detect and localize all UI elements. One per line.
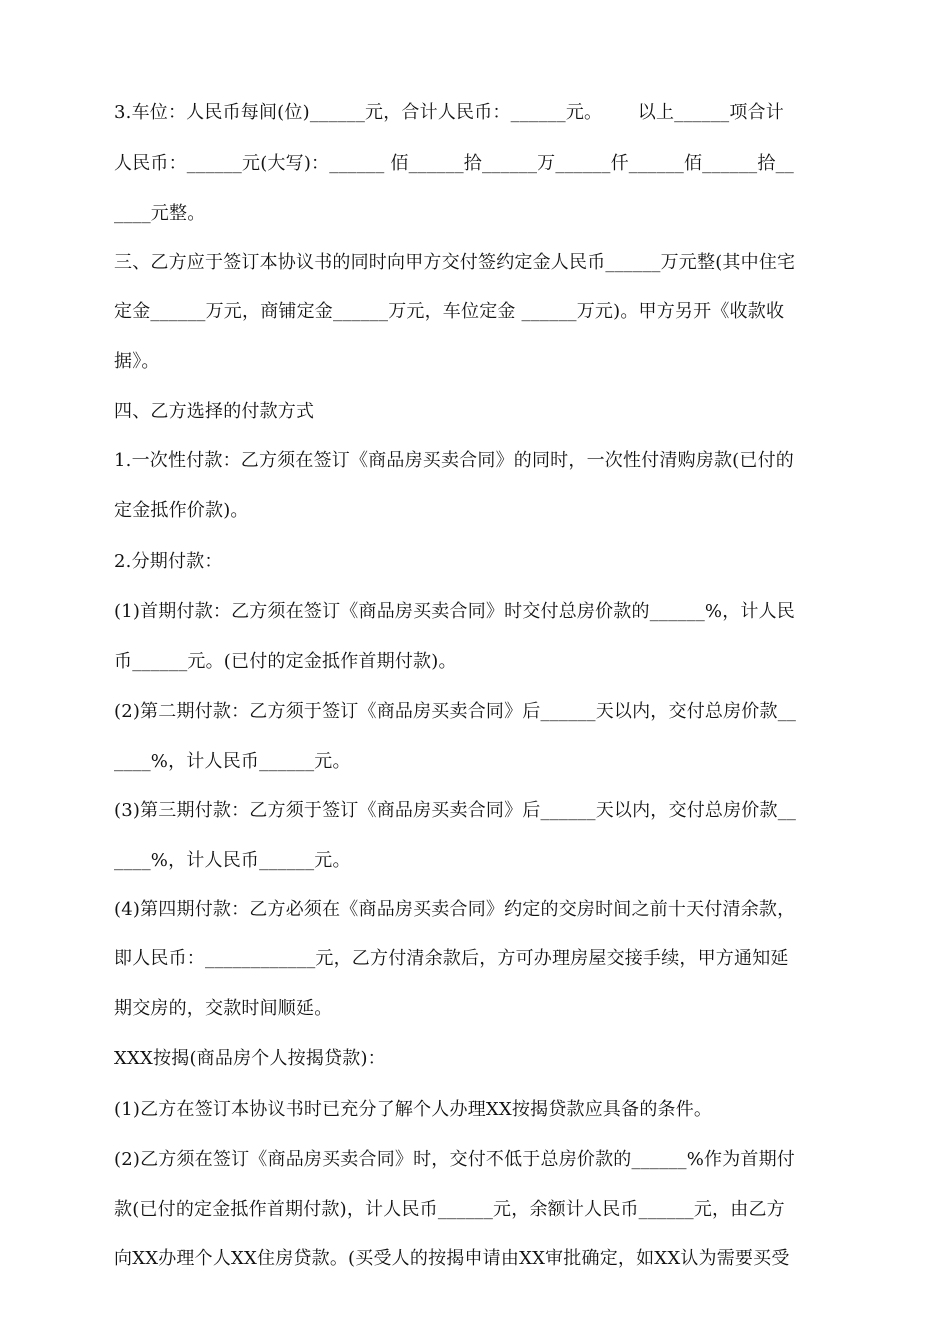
text-line: (1)乙方在签订本协议书时已充分了解个人办理XX按揭贷款应具备的条件。 [114, 1099, 713, 1120]
text-line: (1)首期付款：乙方须在签订《商品房买卖合同》时交付总房价款的______%，计人民 [114, 601, 795, 622]
text-line: (2)第二期付款：乙方须于签订《商品房买卖合同》后______天以内，交付总房价款__ [114, 701, 797, 722]
text-line: 三、乙方应于签订本协议书的同时向甲方交付签约定金人民币______万元整(其中住宅 [114, 252, 796, 273]
text-line: ____元整。 [114, 203, 206, 224]
text-line: 定金______万元，商铺定金______万元，车位定金 ______万元)。甲方另开《收款收 [114, 301, 785, 322]
text-line: 2.分期付款： [114, 551, 223, 572]
text-line: 期交房的，交款时间顺延。 [114, 998, 333, 1019]
text-line: 人民币：______元(大写)：______ 佰______拾______万______仟______佰______拾__ [114, 153, 794, 174]
text-line: (4)第四期付款：乙方必须在《商品房买卖合同》约定的交房时间之前十天付清余款， [114, 899, 796, 920]
text-line: ____%，计人民币______元。 [114, 850, 351, 871]
text-line: 1.一次性付款：乙方须在签订《商品房买卖合同》的同时，一次性付清购房款(已付的 [114, 450, 794, 471]
text-line: 3.车位：人民币每间(位)______元，合计人民币：______元。 以上______项合计 [114, 102, 784, 123]
text-line: 定金抵作价款)。 [114, 500, 249, 521]
text-line: XXX按揭(商品房个人按揭贷款)： [114, 1048, 386, 1069]
text-line: 据》。 [114, 351, 160, 372]
text-line: 款(已付的定金抵作首期付款)，计人民币______元，余额计人民币______元，由乙方 [114, 1199, 785, 1220]
text-line: 即人民币：____________元，乙方付清余款后，方可办理房屋交接手续，甲方通知延 [114, 948, 789, 969]
section-heading: 四、乙方选择的付款方式 [114, 401, 315, 422]
text-line: (2)乙方须在签订《商品房买卖合同》时，交付不低于总房价款的______%作为首期付 [114, 1149, 795, 1170]
text-line: (3)第三期付款：乙方须于签订《商品房买卖合同》后______天以内，交付总房价款__ [114, 800, 797, 821]
text-line: 向XX办理个人XX住房贷款。(买受人的按揭申请由XX审批确定，如XX认为需要买受 [114, 1248, 790, 1269]
text-line: ____%，计人民币______元。 [114, 751, 351, 772]
text-line: 币______元。(已付的定金抵作首期付款)。 [114, 651, 457, 672]
